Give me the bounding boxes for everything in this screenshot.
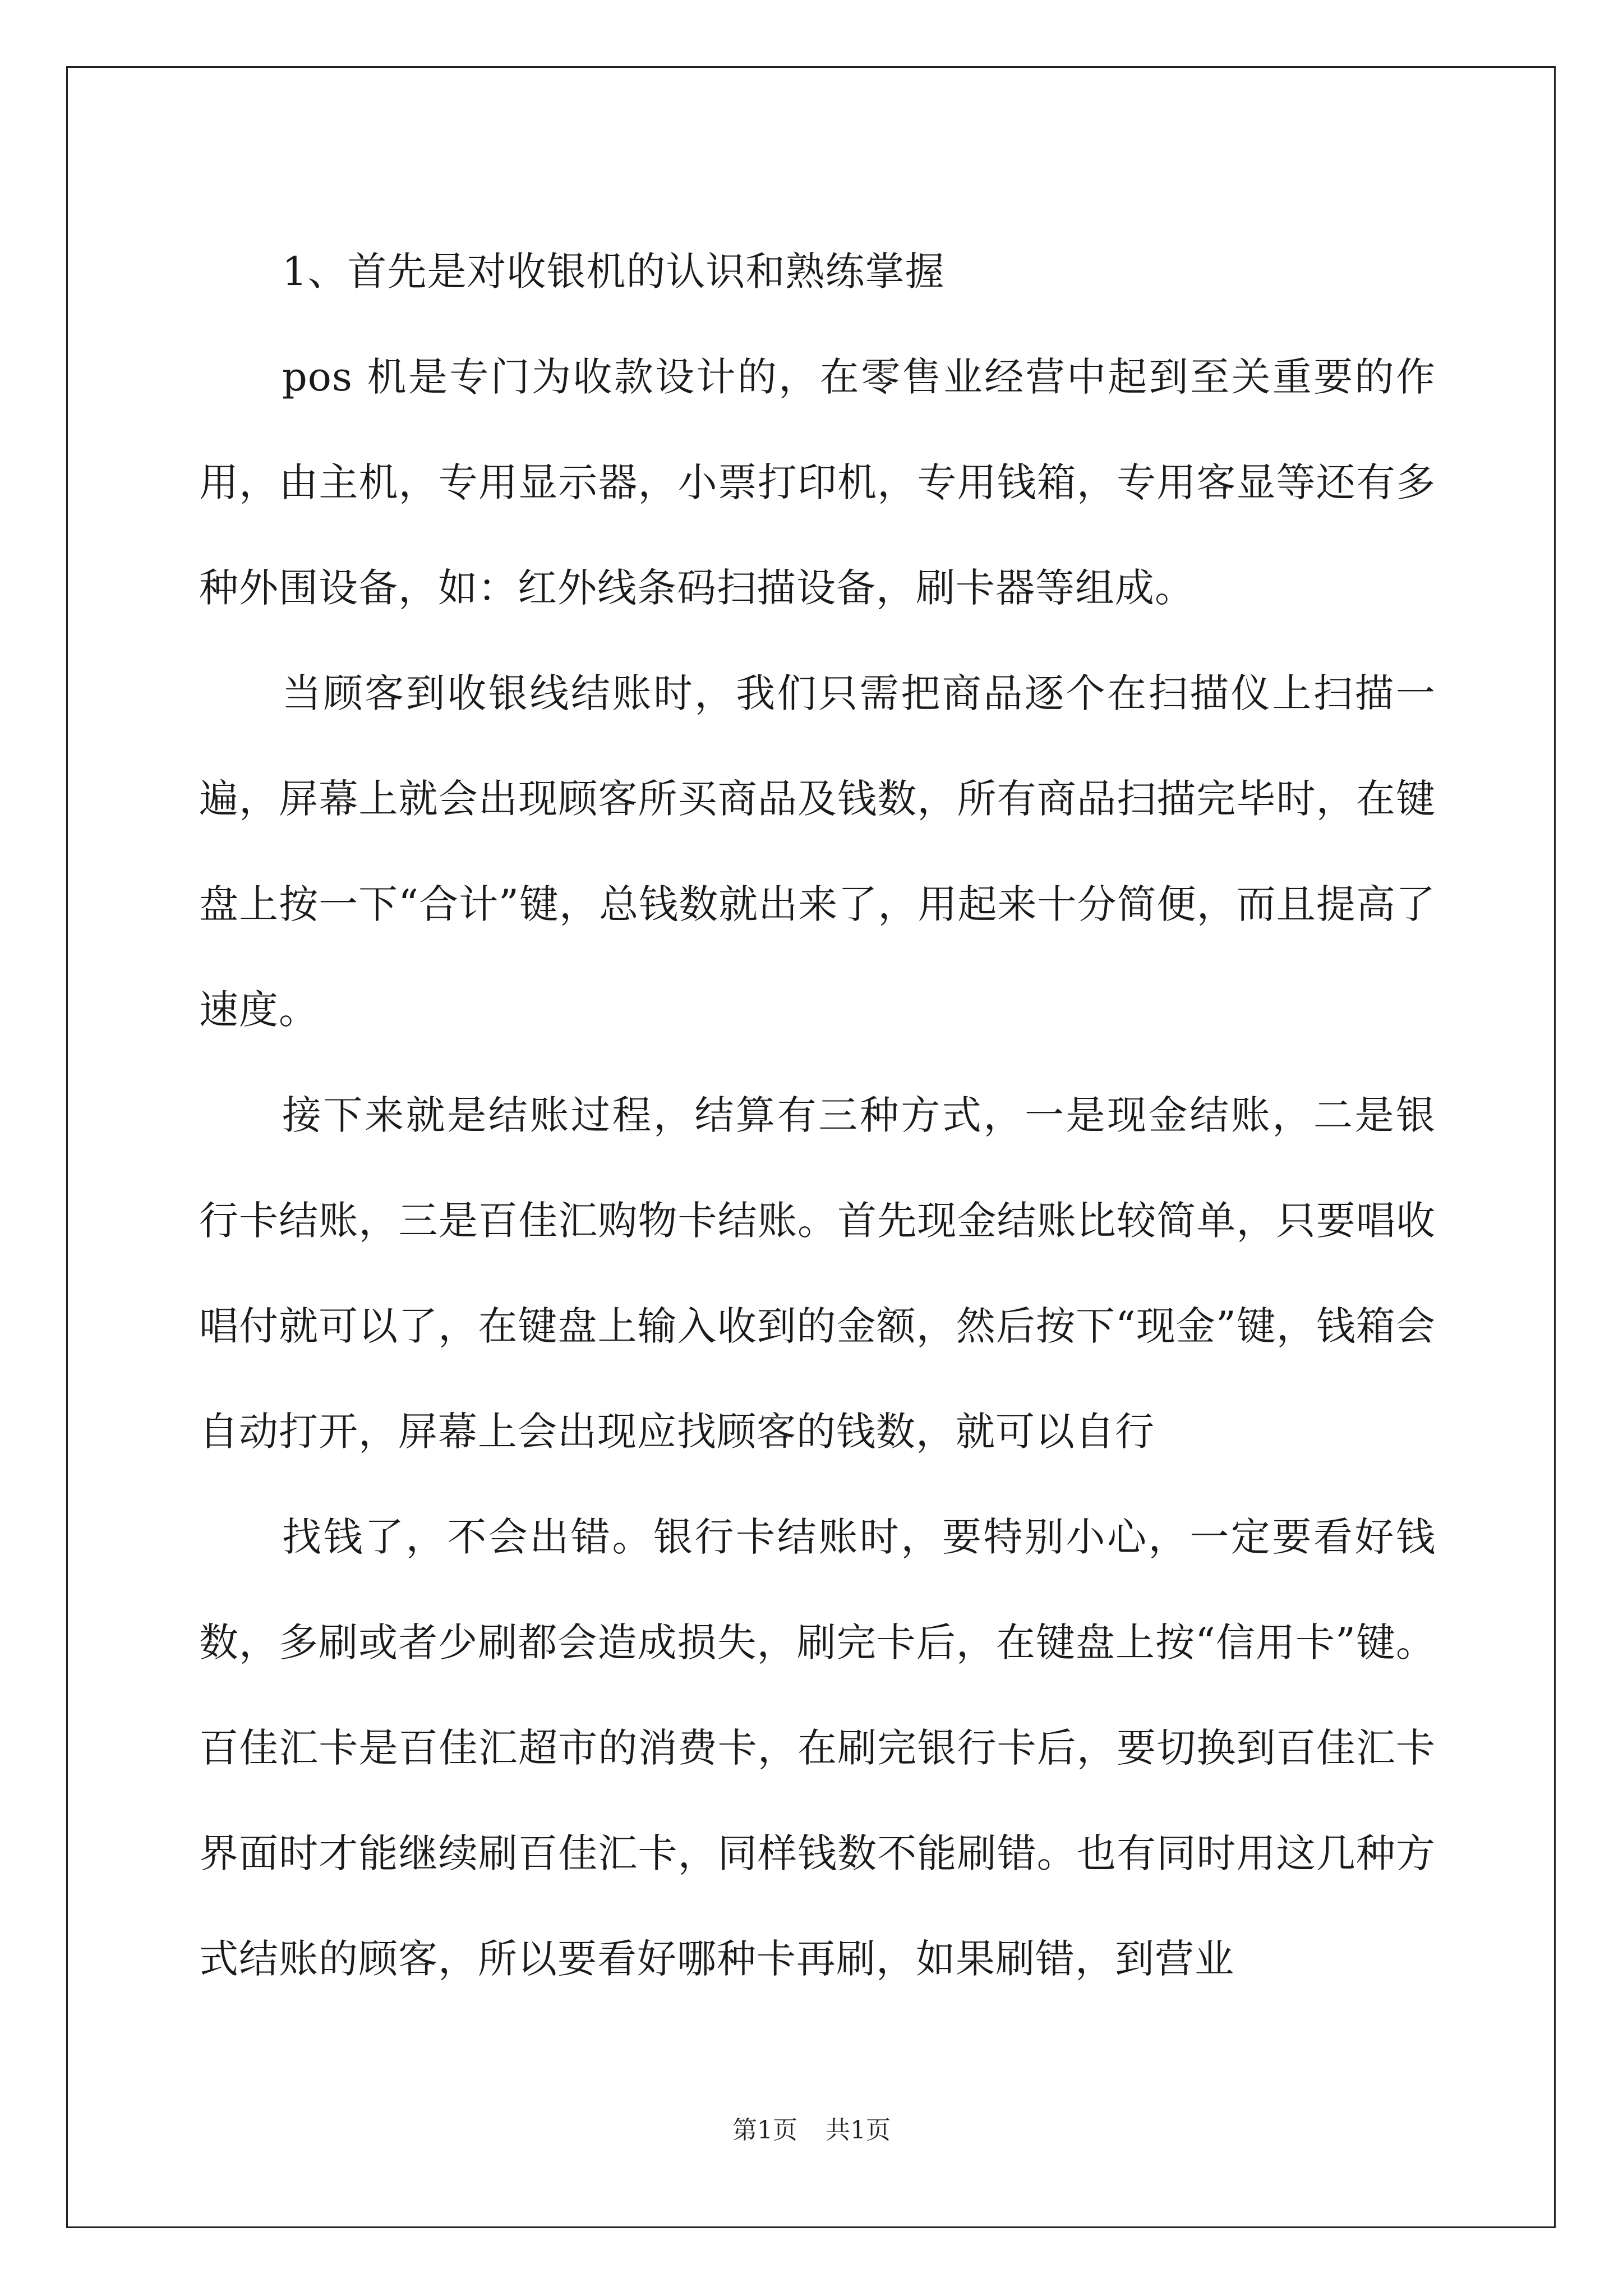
- page-total: 共1页: [826, 2116, 891, 2145]
- paragraph: 当顾客到收银线结账时，我们只需把商品逐个在扫描仪上扫描一遍，屏幕上就会出现顾客所买商品及钱数，所有商品扫描完毕时，在键盘上按一下“合计”键，总钱数就出来了，用起来十分简便，而且提高了速度。: [199, 670, 1436, 1033]
- paragraph: 接下来就是结账过程，结算有三种方式，一是现金结账，二是银行卡结账，三是百佳汇购物卡结账。首先现金结账比较简单，只要唱收唱付就可以了，在键盘上输入收到的金额，然后按下“现金”键，钱箱会自动打开，屏幕上会出现应找顾客的钱数，就可以自行: [199, 1092, 1436, 1455]
- page-number: 第1页: [732, 2116, 797, 2145]
- paragraph: 找钱了，不会出错。银行卡结账时，要特别小心，一定要看好钱数，多刷或者少刷都会造成损失，刷完卡后，在键盘上按“信用卡”键。百佳汇卡是百佳汇超市的消费卡，在刷完银行卡后，要切换到百佳汇卡界面时才能继续刷百佳汇卡，同样钱数不能刷错。也有同时用这几种方式结账的顾客，所以要看好哪种卡再刷，如果刷错，到营业: [199, 1514, 1436, 1982]
- document-body: [199, 219, 1436, 2012]
- paragraph: pos 机是专门为收款设计的，在零售业经营中起到至关重要的作用，由主机，专用显示器，小票打印机，专用钱箱，专用客显等还有多种外围设备，如：红外线条码扫描设备，刷卡器等组成。: [199, 354, 1436, 611]
- page-footer: [0, 2114, 1623, 2147]
- paragraph-heading: 1、首先是对收银机的认识和熟练掌握: [282, 249, 945, 295]
